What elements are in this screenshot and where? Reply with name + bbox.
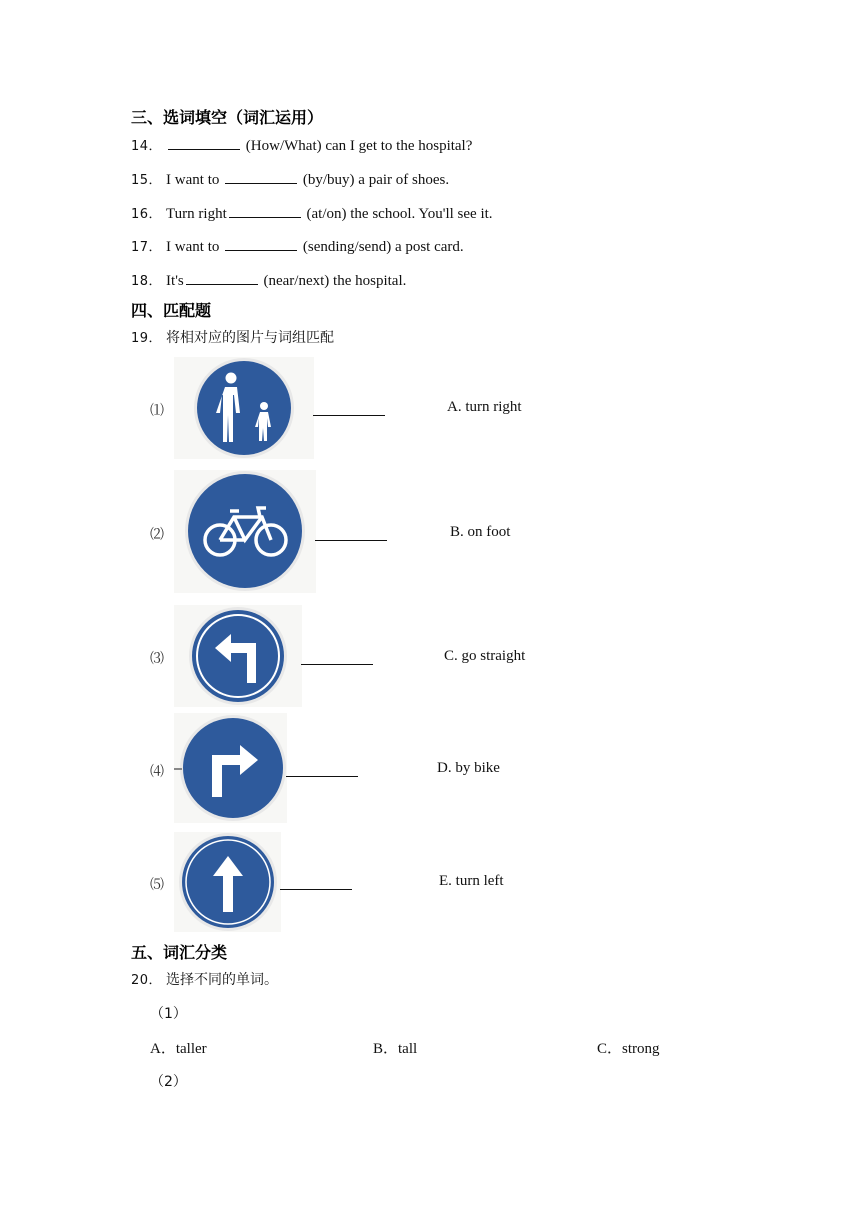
sub-question-2: （2） bbox=[150, 1074, 187, 1090]
question-19 bbox=[131, 327, 334, 347]
question-text-before: It's bbox=[166, 273, 184, 289]
answer-blank[interactable] bbox=[168, 135, 240, 150]
question-number: 15． bbox=[131, 173, 163, 188]
answer-blank[interactable] bbox=[225, 236, 297, 251]
answer-blank[interactable] bbox=[186, 270, 258, 285]
match-answer-blank[interactable] bbox=[286, 775, 358, 777]
match-option-b: B. on foot bbox=[450, 524, 511, 540]
question-text-before: I want to bbox=[166, 239, 224, 255]
match-item-label: ⑸ bbox=[150, 878, 164, 893]
match-answer-blank[interactable] bbox=[313, 414, 385, 416]
section-5-heading: 五、词汇分类 bbox=[131, 943, 228, 962]
question-text-after: (by/buy) a pair of shoes. bbox=[299, 172, 450, 188]
question-number: 16． bbox=[131, 207, 163, 222]
question-number: 18． bbox=[131, 274, 163, 289]
match-answer-blank[interactable] bbox=[301, 663, 373, 665]
match-item-label: ⑶ bbox=[150, 652, 164, 667]
choice-c[interactable]: C．strong bbox=[597, 1041, 660, 1057]
question-number: 19． bbox=[131, 331, 163, 346]
match-answer-blank[interactable] bbox=[315, 539, 387, 541]
sub-question-1: （1） bbox=[150, 1006, 187, 1022]
question-text-after: (near/next) the hospital. bbox=[259, 273, 407, 289]
question-text: 将相对应的图片与词组匹配 bbox=[166, 330, 335, 346]
question-text-before: Turn right bbox=[166, 206, 227, 222]
question-text-after: (sending/send) a post card. bbox=[299, 239, 464, 255]
question-text-after: (How/What) can I get to the hospital? bbox=[242, 138, 473, 154]
section-3-heading: 三、选词填空（词汇运用） bbox=[131, 108, 324, 127]
turn-left-sign-icon bbox=[174, 605, 302, 707]
question-15 bbox=[131, 169, 449, 189]
straight-ahead-sign-icon bbox=[174, 832, 281, 932]
question-number: 20． bbox=[131, 973, 163, 988]
question-text: 选择不同的单词。 bbox=[166, 972, 279, 988]
section-4-heading: 四、匹配题 bbox=[131, 301, 212, 320]
match-answer-blank[interactable] bbox=[280, 888, 352, 890]
question-number: 14． bbox=[131, 139, 163, 154]
match-option-c: C. go straight bbox=[444, 648, 526, 664]
pedestrian-sign-icon bbox=[174, 357, 314, 459]
answer-blank[interactable] bbox=[225, 169, 297, 184]
turn-right-sign-icon bbox=[174, 713, 287, 823]
match-option-d: D. by bike bbox=[437, 760, 500, 776]
question-20 bbox=[131, 969, 278, 989]
answer-blank[interactable] bbox=[229, 203, 301, 218]
match-item-label: ⑴ bbox=[150, 404, 164, 419]
match-item-label: ⑵ bbox=[150, 528, 164, 543]
question-text-before: I want to bbox=[166, 172, 224, 188]
bicycle-sign-icon bbox=[174, 470, 316, 593]
choice-b[interactable]: B．tall bbox=[373, 1041, 418, 1057]
question-number: 17． bbox=[131, 240, 163, 255]
match-option-e: E. turn left bbox=[439, 873, 504, 889]
choice-a[interactable]: A．taller bbox=[150, 1041, 207, 1057]
question-18 bbox=[131, 270, 406, 290]
match-option-a: A. turn right bbox=[447, 399, 522, 415]
question-16 bbox=[131, 203, 493, 223]
question-17 bbox=[131, 236, 464, 256]
question-14 bbox=[131, 135, 472, 155]
question-text-after: (at/on) the school. You'll see it. bbox=[302, 206, 493, 222]
match-item-label: ⑷ bbox=[150, 765, 164, 780]
